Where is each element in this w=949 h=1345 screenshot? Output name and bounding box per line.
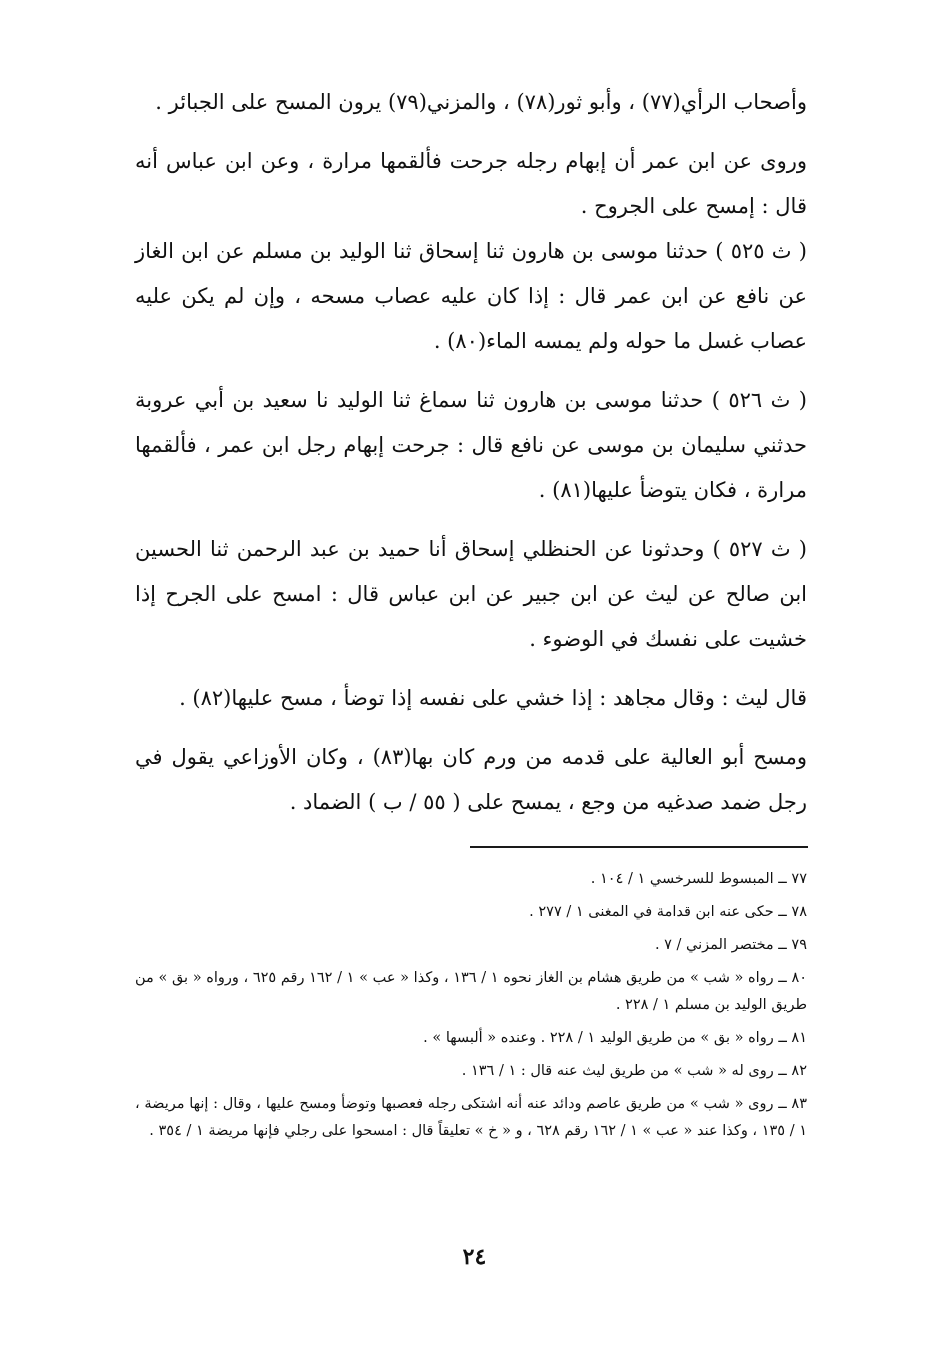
paragraph-5: قال ليث : وقال مجاهد : إذا خشي على نفسه إذا توضأ ، مسح عليها(٨٢) .	[179, 686, 807, 710]
footnotes	[135, 866, 807, 1151]
paragraph-3: ( ث ٥٢٦ ) حدثنا موسى بن هارون ثنا سماغ ثنا الوليد نا سعيد بن أبي عروبة حدثني سليمان بن موسى عن نافع قال : جرحت إبهام رجل ابن عمر ، فألقمها مرارة ، فكان يتوضأ عليها(٨١) .	[135, 388, 807, 502]
footnote-78: ٧٨ ــ حكى عنه ابن قدامة في المغنى ١ / ٢٧٧ .	[529, 904, 807, 920]
page-number: ٢٤	[462, 1244, 487, 1270]
main-text	[135, 80, 807, 839]
footnote-77: ٧٧ ــ المبسوط للسرخسي ١ / ١٠٤ .	[590, 871, 807, 887]
paragraph-6: ومسح أبو العالية على قدمه من ورم كان بها(٨٣) ، وكان الأوزاعي يقول في رجل ضمد صدغيه من وجع ، يمسح على ( ٥٥ / ب ) الضماد .	[135, 745, 807, 814]
footnote-separator	[470, 846, 808, 848]
paragraph-2: وروى عن ابن عمر أن إبهام رجله جرحت فألقمها مرارة ، وعن ابن عباس أنه قال : إمسح على الجروح . ( ث ٥٢٥ ) حدثنا موسى بن هارون ثنا إسحاق ثنا الوليد بن مسلم عن ابن الغاز عن نافع عن ابن عمر قال : إذا كان عليه عصاب مسحه ، وإن لم يكن عليه عصاب غسل ما حوله ولم يمسه الماء(٨٠) .	[135, 149, 807, 353]
paragraph-1: وأصحاب الرأي(٧٧) ، وأبو ثور(٧٨) ، والمزني(٧٩) يرون المسح على الجبائر .	[155, 90, 807, 114]
paragraph-4: ( ث ٥٢٧ ) وحدثونا عن الحنظلي إسحاق أنا حميد بن عبد الرحمن ثنا الحسين ابن صالح عن ليث عن ابن جبير عن ابن عباس قال : امسح على الجرح إذا خشيت على نفسك في الوضوء .	[135, 537, 807, 651]
footnote-79: ٧٩ ــ مختصر المزني / ٧ .	[654, 937, 807, 953]
footnote-82: ٨٢ ــ روى له « شب » من طريق ليث عنه قال : ١ / ١٣٦ .	[461, 1063, 807, 1079]
footnote-81: ٨١ ــ رواه « بق » من طريق الوليد ١ / ٢٢٨ . وعنده « ألبسها » .	[423, 1030, 807, 1046]
footnote-83: ٨٣ ــ روى « شب » من طريق عاصم ودائد عنه أنه اشتكى رجله فعصبها وتوضأ ومسح عليها ، وقال : إنها مريضة ، ١ / ١٣٥ ، وكذا عند « عب » ١ / ١٦٢ رقم ٦٢٨ ، و « خ » تعليقاً قال : امسحوا على رجلي فإنها مريضة ١ / ٣٥٤ .	[135, 1096, 807, 1139]
footnote-80: ٨٠ ــ رواه « شب » من طريق هشام بن الغاز نحوه ١ / ١٣٦ ، وكذا « عب » ١ / ١٦٢ رقم ٦٢٥ ، ورواه « بق » من طريق الوليد بن مسلم ١ / ٢٢٨ .	[135, 970, 808, 1013]
